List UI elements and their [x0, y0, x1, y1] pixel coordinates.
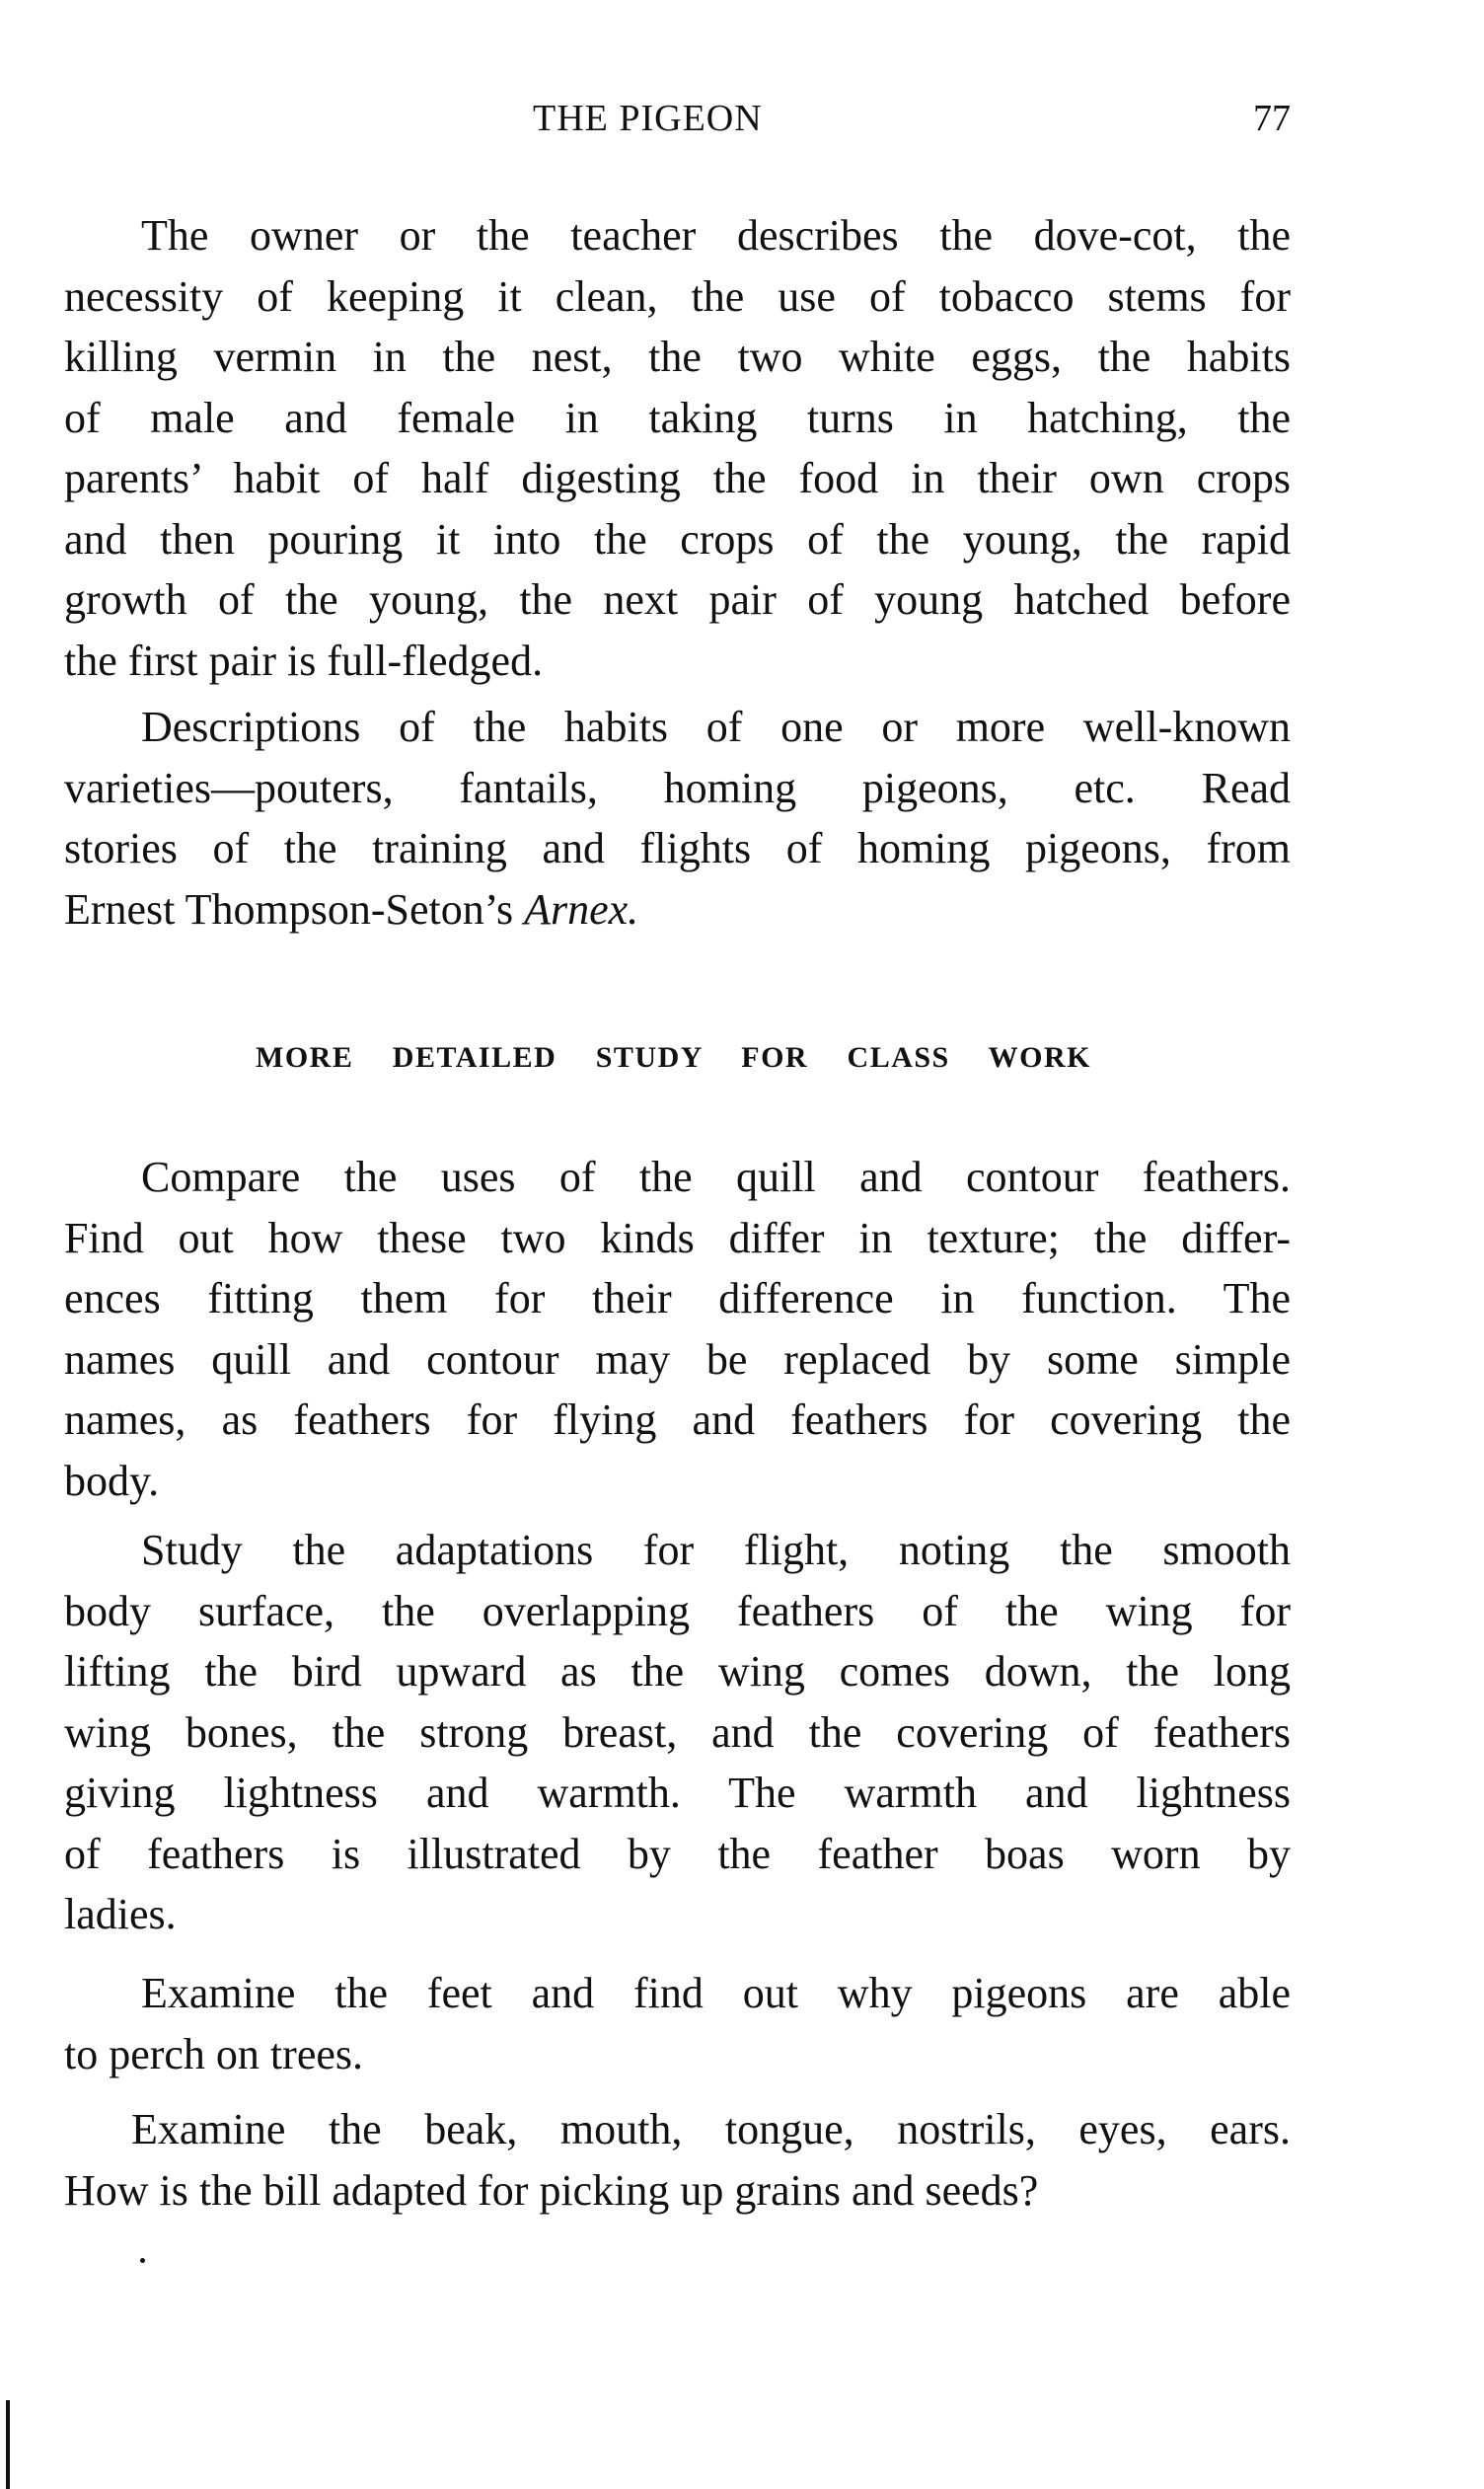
text-line: names quill and contour may be replaced by some simple	[64, 1334, 1291, 1384]
text-line: How is the bill adapted for picking up grains and seeds?	[64, 2165, 1039, 2215]
running-head-title: THE PIGEON	[533, 98, 763, 139]
text-line: and then pouring it into the crops of the young, the rapid	[64, 514, 1291, 564]
text-line: growth of the young, the next pair of young hatched before	[64, 575, 1291, 624]
text-line: The owner or the teacher describes the dove-cot, the	[141, 211, 1291, 260]
text-line: wing bones, the strong breast, and the covering of feathers	[64, 1707, 1291, 1757]
text-line: Compare the uses of the quill and contour feathers.	[141, 1153, 1291, 1201]
paragraph-feathers	[64, 1147, 1291, 1511]
text-line: necessity of keeping it clean, the use of tobacco stems for	[64, 271, 1291, 321]
text-line: body surface, the overlapping feathers of the wing for	[64, 1586, 1291, 1635]
text-line: Study the adaptations for flight, noting the smooth	[141, 1526, 1291, 1574]
text-line: ladies.	[64, 1890, 177, 1938]
paragraph-varieties	[64, 697, 1291, 940]
text-line-main: Ernest Thompson-Seton’s	[64, 884, 514, 934]
paragraph-beak	[64, 2099, 1291, 2221]
running-head	[0, 97, 1484, 146]
text-line: giving lightness and warmth. The warmth and lightness	[64, 1769, 1291, 1817]
stray-dot-mark	[140, 2258, 145, 2263]
paragraph-flight	[64, 1520, 1291, 1945]
text-line: of male and female in taking turns in hatching, the	[64, 393, 1291, 442]
text-line: Descriptions of the habits of one or more well-known	[141, 703, 1291, 751]
page-edge-mark	[6, 2400, 10, 2489]
text-line: lifting the bird upward as the wing comes down, the long	[64, 1647, 1291, 1696]
text-line: of feathers is illustrated by the feather boas worn by	[64, 1829, 1291, 1878]
text-line: names, as feathers for flying and feathers for covering the	[64, 1395, 1291, 1444]
text-line: Examine the beak, mouth, tongue, nostrils, eyes, ears.	[131, 2105, 1291, 2153]
paragraph-feet	[64, 1963, 1291, 2084]
section-heading: MORE DETAILED STUDY FOR CLASS WORK	[256, 1041, 1091, 1074]
text-line: body.	[64, 1456, 160, 1505]
text-line: varieties—pouters, fantails, homing pigeons, etc. Read	[64, 763, 1291, 812]
paragraph-dove-cot	[64, 205, 1291, 691]
text-line: killing vermin in the nest, the two white eggs, the habits	[64, 333, 1291, 381]
text-line: to perch on trees.	[64, 2029, 363, 2078]
book-title: Arnex.	[524, 884, 639, 934]
text-line: parents’ habit of half digesting the food in their own crops	[64, 454, 1291, 502]
text-line: Examine the feet and find out why pigeons are able	[141, 1969, 1291, 2017]
text-line: ences fitting them for their difference in function. The	[64, 1274, 1291, 1322]
text-line	[64, 879, 1291, 941]
text-line: stories of the training and flights of homing pigeons, from	[64, 824, 1291, 872]
text-line: Find out how these two kinds differ in texture; the differ-	[64, 1213, 1291, 1262]
text-line: the first pair is full-fledged.	[64, 636, 544, 685]
page-number: 77	[1253, 98, 1291, 139]
